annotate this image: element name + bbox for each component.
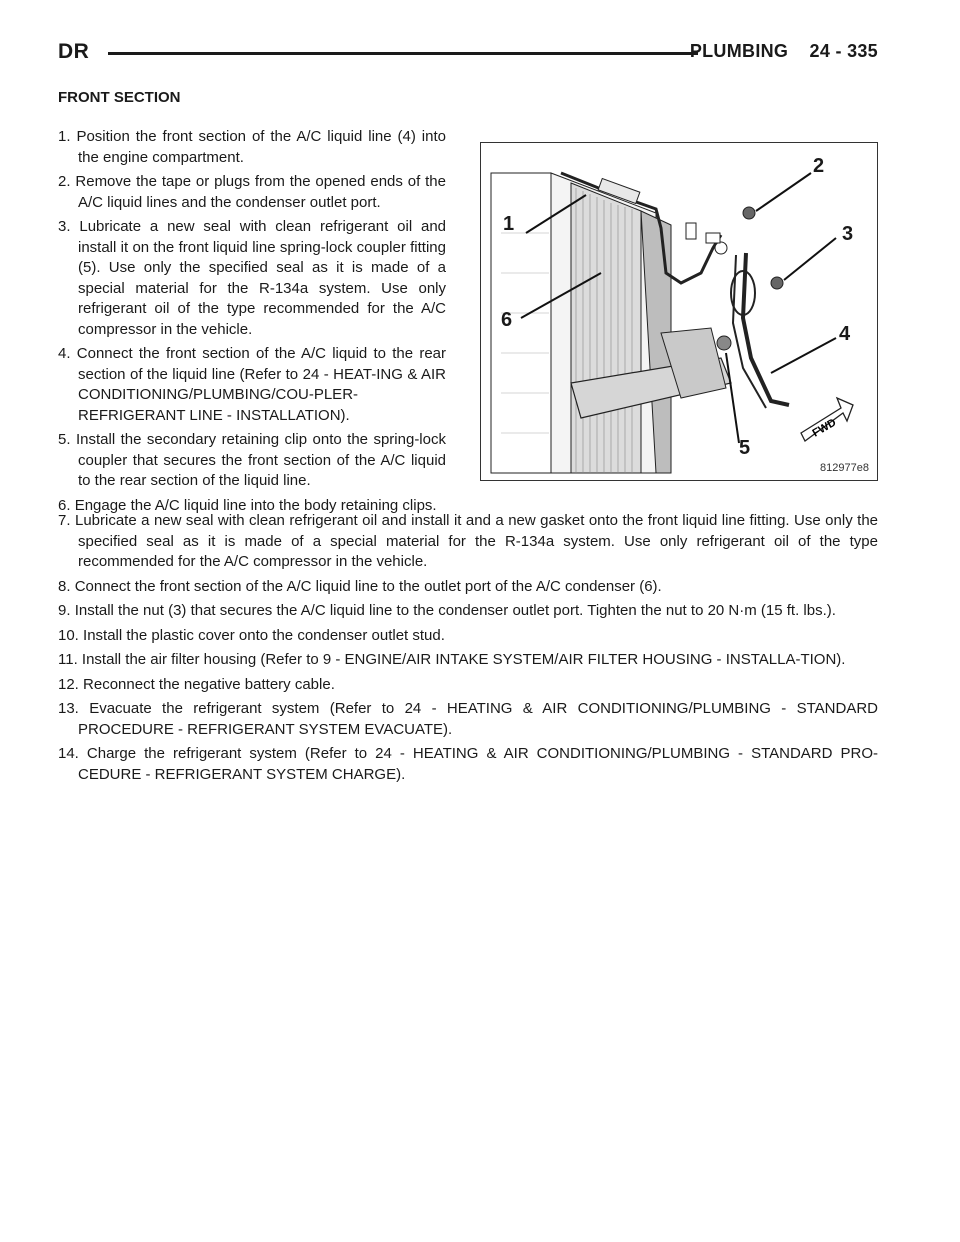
header-right [690, 41, 878, 62]
step-item: 4. Connect the front section of the A/C liquid to the rear section of the liquid line (Refer to 24 - HEAT-ING & AIR CONDITIONING/PLUMBING/COU-PLER-REFRIGERANT LINE - INSTALLATION). [58, 345, 446, 424]
header-rule [108, 52, 698, 55]
steps-list-bottom [46, 511, 878, 789]
callout-5: 5 [739, 437, 751, 459]
callout-2: 2 [813, 155, 825, 177]
direction-label: FWD [810, 416, 839, 440]
step-item: 12. Reconnect the negative battery cable. [58, 675, 335, 693]
callout-4: 4 [839, 323, 851, 345]
condenser-liquid-line-illustration [480, 142, 878, 481]
step-item: 5. Install the secondary retaining clip onto the spring-lock coupler that secures the front section of the A/C liquid to the rear section of the liquid line. [58, 431, 446, 489]
figure-id: 812977e8 [820, 462, 869, 474]
step-item: 10. Install the plastic cover onto the condenser outlet stud. [58, 626, 445, 644]
section-title: FRONT SECTION [58, 89, 181, 106]
callout-3: 3 [842, 223, 854, 245]
step-item: 8. Connect the front section of the A/C liquid line to the outlet port of the A/C condenser (6). [58, 577, 662, 595]
step-item: 13. Evacuate the refrigerant system (Refer to 24 - HEATING & AIR CONDITIONING/PLUMBING - STANDARD PROCEDURE - REFRIGERANT SYSTEM EVACUATE). [58, 700, 878, 738]
step-item: 9. Install the nut (3) that secures the A/C liquid line to the condenser outlet port. Tighten the nut to 20 N·m (15 ft. lbs.). [58, 602, 836, 619]
page-header [58, 38, 878, 68]
section-name: PLUMBING [689, 41, 789, 61]
step-item: 11. Install the air filter housing (Refer to 9 - ENGINE/AIR INTAKE SYSTEM/AIR FILTER HOUSING - INSTALLA-TION). [58, 651, 846, 668]
step-item: 14. Charge the refrigerant system (Refer to 24 - HEATING & AIR CONDITIONING/PLUMBING - STANDARD PRO-CEDURE - REFRIGERANT SYSTEM CHARGE). [58, 745, 878, 783]
steps-list-top [46, 127, 446, 520]
page-number: 24 - 335 [809, 41, 878, 61]
callout-1: 1 [503, 213, 515, 235]
step-item: 6. Engage the A/C liquid line into the body retaining clips. [58, 496, 437, 514]
step-item: 3. Lubricate a new seal with clean refrigerant oil and install it on the front liquid line spring-lock coupler fitting (5). Use only the specified seal as it is made of a special material for the R-134a system. Use only refrigerant oil of the type recommended for the A/C compressor in the vehicle. [58, 218, 447, 338]
model-code: DR [58, 40, 90, 63]
step-item: 7. Lubricate a new seal with clean refrigerant oil and install it and a new gasket onto the front liquid line fitting. Use only the specified seal as it is made of a special material for the R-134a system. Use only refrigerant oil of the type recommended for the A/C compressor in the vehicle. [58, 512, 879, 570]
callout-6: 6 [501, 309, 513, 331]
illustration-drawing [481, 143, 877, 480]
step-item: 1. Position the front section of the A/C liquid line (4) into the engine compartment. [58, 128, 446, 166]
step-item: 2. Remove the tape or plugs from the opened ends of the A/C liquid lines and the condenser outlet port. [58, 173, 446, 211]
